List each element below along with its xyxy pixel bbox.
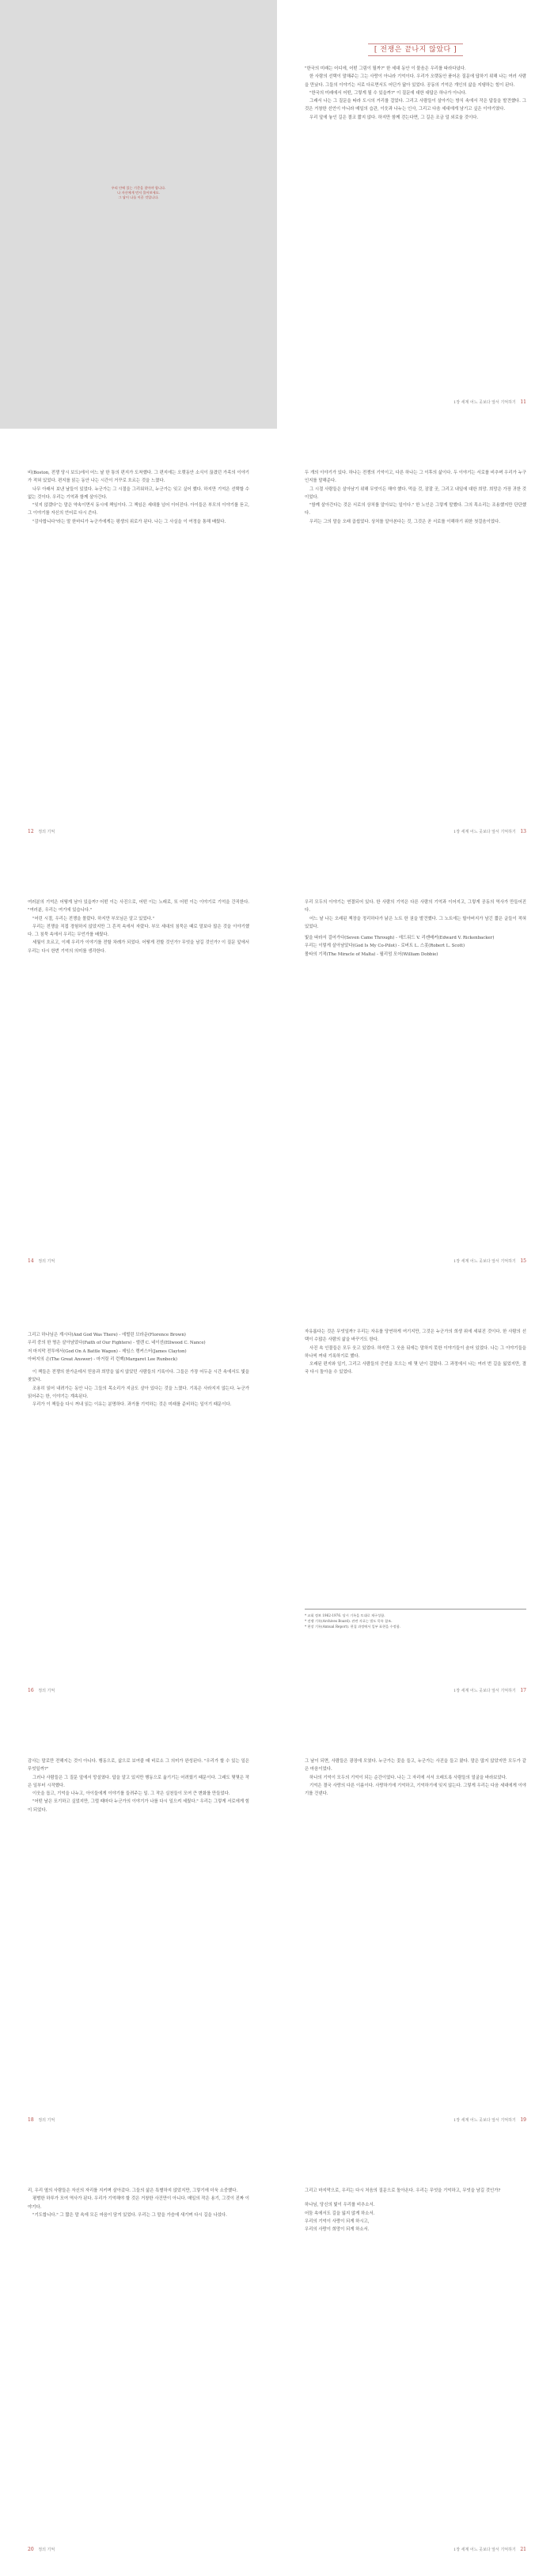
book-list xyxy=(305,934,526,959)
running-head: 정의 기억 xyxy=(38,1689,55,1693)
folio xyxy=(453,1258,526,1264)
paragraph: 우리는 그의 말을 오래 곱씹었다. 상처를 알아본다는 것, 그것은 곧 서로를 이해하기 위한 첫걸음이었다. xyxy=(309,519,500,524)
running-head: 정의 기억 xyxy=(38,1259,55,1264)
paragraph: 그러나 사람들은 그 질문 앞에서 망설였다. 답을 알고 있지만 행동으로 옮기기는 어려웠기 때문이다. 그래도 몇몇은 작은 일부터 시작했다. xyxy=(28,1775,249,1788)
book-entry: 아버지의 손(The Great Answer) - 마거릿 리 런백(Margaret Lee Runbeck) xyxy=(28,1356,177,1362)
paragraph: "어린 시절, 우리는 전쟁을 몰랐다. 하지만 부모님은 알고 있었다." xyxy=(32,916,154,921)
book-entry: 저 마지막 전투에서(God On A Battle Wagon) - 제임스 랭커스터(James Clayton) xyxy=(28,1349,187,1354)
paragraph: 조용히 읽어 내려가는 동안 나는 그들의 목소리가 지금도 살아 있다는 것을 느꼈다. 기록은 사라지지 않는다. 누군가 읽어주는 한, 이야기는 계속된다. xyxy=(28,1386,249,1400)
paragraph: "어떤 날은 포기하고 싶었지만, 그럴 때마다 누군가의 이야기가 나를 다시 일으켜 세웠다." 우리는 그렇게 서로에게 힘이 되었다. xyxy=(28,1799,249,1813)
footnote: * 교회 정보 1962-1976. 당시 기록을 토대로 재구성함. xyxy=(305,1613,385,1617)
running-head: 1장 세계 어느 곳보다 앞서 기억하기 xyxy=(453,1259,516,1264)
body-text xyxy=(28,2187,249,2219)
poem xyxy=(305,2201,526,2234)
body-text xyxy=(28,1328,249,1409)
paragraph: 자유롭다는 것은 무엇일까? 우리는 자유를 당연하게 여기지만, 그것은 누군가의 희생 위에 세워진 것이다. 한 사람의 선택이 수많은 사람의 삶을 바꾸기도 한다. xyxy=(305,1330,526,1343)
page-13 xyxy=(277,429,554,858)
paragraph: "한국의 미래는 어디에, 어떤 그림이 될까?" 한 세대 동안 이 물음은 우리를 따라다녔다. xyxy=(305,66,466,71)
book-entry: 그리고 하나님은 계시다(And God Was There) - 에벌린 브라운(Florence Brown) xyxy=(28,1333,186,1337)
page-19 xyxy=(277,1718,554,2147)
page-11 xyxy=(277,0,554,429)
page-number: 12 xyxy=(28,829,34,834)
running-head: 1장 세계 어느 곳보다 앞서 기억하기 xyxy=(453,2118,516,2123)
page-number: 21 xyxy=(520,2547,526,2552)
paragraph: 리, 우리 옆의 사람들은 자신의 자리를 지키며 살아갔다. 그들의 삶은 특별하지 않았지만, 그렇기에 더욱 소중했다. xyxy=(28,2188,238,2193)
paragraph: 그 날이 되면, 사람들은 광장에 모였다. 누군가는 꽃을 들고, 누군가는 사진을 들고 왔다. 말은 많지 않았지만 모두가 같은 마음이었다. xyxy=(305,1759,526,1772)
page-number: 16 xyxy=(28,1688,34,1693)
footnotes xyxy=(305,1609,526,1629)
paragraph: 어느 날 나는 오래된 책장을 정리하다가 낡은 노트 한 권을 발견했다. 그 노트에는 할아버지가 남긴 짧은 글들이 적혀 있었다. xyxy=(305,916,526,929)
paragraph: 한 사람의 선택이 말해주는 그는 사랑이 아니라 기억이다. 우리가 오랫동안 품어온 질문에 답하기 위해 나는 여러 사람을 만났다. 그들의 이야기는 서로 다르면서도 어딘가 닮아 있었다. 공동의 기억은 개인의 삶을 지탱하는 힘이 된다. xyxy=(305,74,526,88)
book-entry: 우리 중의 한 명은 살아남았다(Faith of Our Fighters) - 엘렌 C. 네이선(Ellwood C. Nance) xyxy=(28,1341,206,1346)
spread-1 xyxy=(0,0,554,429)
paragraph: 평범한 하루가 모여 역사가 된다. 우리가 기억해야 할 것은 거창한 사건만이 아니다. 매일의 작은 용기, 그것이 진짜 이야기다. xyxy=(28,2196,249,2210)
paragraph: 여러분의 기억은 어떻게 남아 있을까? 어떤 이는 사진으로, 어떤 이는 노래로, 또 어떤 이는 이야기로 기억을 간직한다. "여러분, 우리는 여기에 있습니다." xyxy=(28,900,249,914)
spread-4 xyxy=(0,1288,554,1717)
paragraph: 나무 아래서 보낸 날들이 있었다. 누군가는 그 시절을 그리워하고, 누군가는 잊고 싶어 했다. 하지만 기억은 선택할 수 없는 것이다. 우리는 기억과 함께 살아간다. xyxy=(28,486,249,500)
page-number: 20 xyxy=(28,2547,34,2552)
running-head: 정의 기억 xyxy=(38,2118,55,2123)
paragraph: 오래된 편지와 일기, 그리고 사람들의 증언을 모으는 데 몇 년이 걸렸다. 그 과정에서 나는 여러 번 길을 잃었지만, 결국 다시 돌아올 수 있었다. xyxy=(305,1362,526,1375)
page-number: 17 xyxy=(520,1688,526,1693)
paragraph: "한국의 미래에서 어떤, 그렇게 될 수 있을까?" 이 질문에 대한 대답은 하나가 아니다. xyxy=(309,90,467,96)
paragraph: "감사합니다"라는 말 한마디가 누군가에게는 평생의 위로가 된다. 나는 그 사실을 이 여정을 통해 배웠다. xyxy=(32,519,226,524)
paragraph: 사진 속 인물들은 모두 웃고 있었다. 하지만 그 웃음 뒤에는 말하지 못한 이야기들이 숨어 있었다. 나는 그 이야기들을 하나씩 꺼내 기록하기로 했다. xyxy=(305,1345,526,1359)
running-head: 1장 세계 어느 곳보다 앞서 기억하기 xyxy=(453,1689,516,1693)
paragraph: 하나의 기억이 모두의 기억이 되는 순간이었다. 나는 그 자리에 서서 오래도록 사람들의 얼굴을 바라보았다. xyxy=(309,1775,507,1780)
folio xyxy=(28,2117,55,2123)
spread-5 xyxy=(0,1718,554,2147)
paragraph: 그 시절 사람들은 살아남기 위해 무엇이든 해야 했다. 먹을 것, 잠잘 곳, 그리고 내일에 대한 희망. 희망은 가장 귀한 것이었다. xyxy=(305,486,526,500)
folio xyxy=(453,399,526,405)
folio xyxy=(28,1258,55,1264)
chapter-title: [ 전쟁은 끝나지 않았다 ] xyxy=(277,40,554,55)
running-head: 1장 세계 어느 곳보다 앞서 기억하기 xyxy=(453,2548,516,2552)
paragraph: 이웃을 돕고, 기억을 나누고, 아이들에게 이야기를 들려주는 일. 그 작은 실천들이 모여 큰 변화를 만들었다. xyxy=(32,1791,230,1797)
folio xyxy=(453,829,526,834)
paragraph: 비(Boston, 전쟁 당시 보도)에서 어느 날 한 통의 편지가 도착했다. 그 편지에는 오랫동안 소식이 끊겼던 가족의 이야기가 적혀 있었다. 편지를 읽는 동안 나는 시간이 거꾸로 흐르는 것을 느꼈다. xyxy=(28,471,249,484)
body-text xyxy=(28,898,249,955)
folio xyxy=(28,2547,55,2552)
spread-6 xyxy=(0,2147,554,2576)
body-text xyxy=(305,1757,526,1798)
page-12 xyxy=(0,429,277,858)
book-entry: 몰타의 기적(The Miracle of Malta) - 윌리엄 모어(William Dobbie) xyxy=(305,951,438,957)
paragraph: 이 책들은 전쟁의 한가운데서 믿음과 희망을 잃지 않았던 사람들의 기록이다. 그들은 가장 어두운 시간 속에서도 빛을 찾았다. xyxy=(28,1370,249,1383)
poem-line: 어둠 속에서도 길을 잃지 않게 하소서. xyxy=(305,2211,375,2216)
paragraph: 우리가 이 책들을 다시 꺼내 읽는 이유는 분명하다. 과거를 기억하는 것은 미래를 준비하는 일이기 때문이다. xyxy=(32,1402,232,1408)
page-number: 15 xyxy=(520,1258,526,1264)
footnote: * 전쟁 기록(Archives Board). 관련 자료는 별도 목록 참조. xyxy=(305,1619,393,1623)
folio xyxy=(453,2117,526,2123)
book-list xyxy=(28,1331,249,1364)
running-head: 1장 세계 어느 곳보다 앞서 기억하기 xyxy=(453,400,516,405)
body-text xyxy=(305,469,526,526)
page-10 xyxy=(0,0,277,429)
poem-line: 우리의 사랑이 희망이 되게 하소서. xyxy=(305,2227,370,2233)
page-17 xyxy=(277,1288,554,1717)
folio xyxy=(28,829,55,834)
body-text xyxy=(28,469,249,526)
poem-line: 하나님, 당신의 빛이 우리를 비추소서. xyxy=(305,2203,375,2208)
page-number: 14 xyxy=(28,1258,34,1264)
body-text xyxy=(305,65,526,122)
page-16 xyxy=(0,1288,277,1717)
paragraph: 우리 앞에 놓인 길은 결코 짧지 않다. 하지만 함께 걷는다면, 그 길은 조금 덜 외로울 것이다. xyxy=(309,115,479,120)
running-head: 정의 기억 xyxy=(38,2548,55,2552)
spread-3 xyxy=(0,859,554,1288)
paragraph: "기도합니다." 그 짧은 말 속에 모든 마음이 담겨 있었다. 우리는 그 말을 가슴에 새기며 다시 길을 나섰다. xyxy=(32,2212,227,2218)
book-entry: 빛을 따라서 걸어가다(Seven Came Through) - 에드워드 V. 리켄배커(Edward V. Rickenbacker) xyxy=(305,936,495,941)
body-text xyxy=(305,2187,526,2234)
poem-line: 우리의 기억이 사랑이 되게 하시고, xyxy=(305,2219,370,2224)
book-entry: 우리는 이렇게 살아남았다(God Is My Co-Pilot) - 로버트 L. 스콧(Robert L. Scott) xyxy=(305,944,465,949)
body-text xyxy=(305,1328,526,1377)
paragraph: 감사는 말로만 전해지는 것이 아니다. 행동으로, 삶으로 보여줄 때 비로소 그 의미가 완성된다. "우리가 할 수 있는 일은 무엇일까?" xyxy=(28,1759,249,1772)
folio xyxy=(28,1688,55,1693)
page-number: 13 xyxy=(520,829,526,834)
paragraph: 그리고 마지막으로, 우리는 다시 처음의 질문으로 돌아온다. 우리는 무엇을 기억하고, 무엇을 남길 것인가? xyxy=(305,2188,501,2193)
body-text xyxy=(305,898,526,959)
page-20 xyxy=(0,2147,277,2576)
page-number: 19 xyxy=(520,2117,526,2123)
page-14 xyxy=(0,859,277,1288)
paragraph: "함께 살아간다는 것은 서로의 상처를 알아보는 일이다." 한 노인은 그렇게 말했다. 그의 목소리는 조용했지만 단단했다. xyxy=(305,503,526,516)
page-number: 18 xyxy=(28,2117,34,2123)
spread-2 xyxy=(0,429,554,858)
page-18 xyxy=(0,1718,277,2147)
running-head: 정의 기억 xyxy=(38,830,55,834)
running-head: 1장 세계 어느 곳보다 앞서 기억하기 xyxy=(453,830,516,834)
paragraph: 우리 모두의 이야기는 연결되어 있다. 한 사람의 기억은 다른 사람의 기억과 이어지고, 그렇게 공동의 역사가 만들어진다. xyxy=(305,900,526,914)
paragraph: "잊지 않겠다"는 말은 약속이면서 동시에 책임이다. 그 책임은 세대를 넘어 이어진다. 아이들은 부모의 이야기를 듣고, 그 이야기를 자신의 언어로 다시 쓴다. xyxy=(28,503,249,516)
paragraph: 세월이 흐르고, 이제 우리가 이야기를 전할 차례가 되었다. 어떻게 전할 것인가? 무엇을 남길 것인가? 이 질문 앞에서 우리는 다시 한번 기억의 의미를 생각한다. xyxy=(28,940,249,954)
folio xyxy=(453,2547,526,2552)
paragraph: 그래서 나는 그 질문을 따라 도시의 거리를 걸었다. 그리고 사람들이 살아가는 방식 속에서 작은 답들을 발견했다. 그것은 거창한 선언이 아니라 매일의 습관, 이웃과 나누는 인사, 그리고 다음 세대에게 남기고 싶은 이야기였다. xyxy=(305,99,526,112)
folio xyxy=(453,1688,526,1693)
page-21 xyxy=(277,2147,554,2576)
page-number: 11 xyxy=(520,399,526,405)
page-15 xyxy=(277,859,554,1288)
body-text xyxy=(28,1757,249,1814)
paragraph: 두 개의 이야기가 있다. 하나는 전쟁의 기억이고, 다른 하나는 그 이후의 삶이다. 두 이야기는 서로를 비추며 우리가 누구인지를 말해준다. xyxy=(305,471,526,484)
paragraph: 기억은 결국 사랑의 다른 이름이다. 사랑하기에 기억하고, 기억하기에 잊지 않는다. 그렇게 우리는 다음 세대에게 이야기를 건넨다. xyxy=(305,1783,526,1797)
epigraph-quote: 우리 안에 있는 기준을 찾아야 합니다. 나 자신에게 먼저 물어보세요. 그 답이 나를 이끌 것입니다. xyxy=(111,186,166,199)
footnote: * 현장 기록(Annual Report). 편집 과정에서 일부 표현을 수정함. xyxy=(305,1625,400,1628)
paragraph: 우리는 전쟁을 직접 경험하지 않았지만 그 흔적 속에서 자랐다. 부모 세대의 침묵은 때로 말보다 많은 것을 이야기했다. 그 침묵 속에서 우리는 무언가를 배웠다. xyxy=(28,924,249,938)
